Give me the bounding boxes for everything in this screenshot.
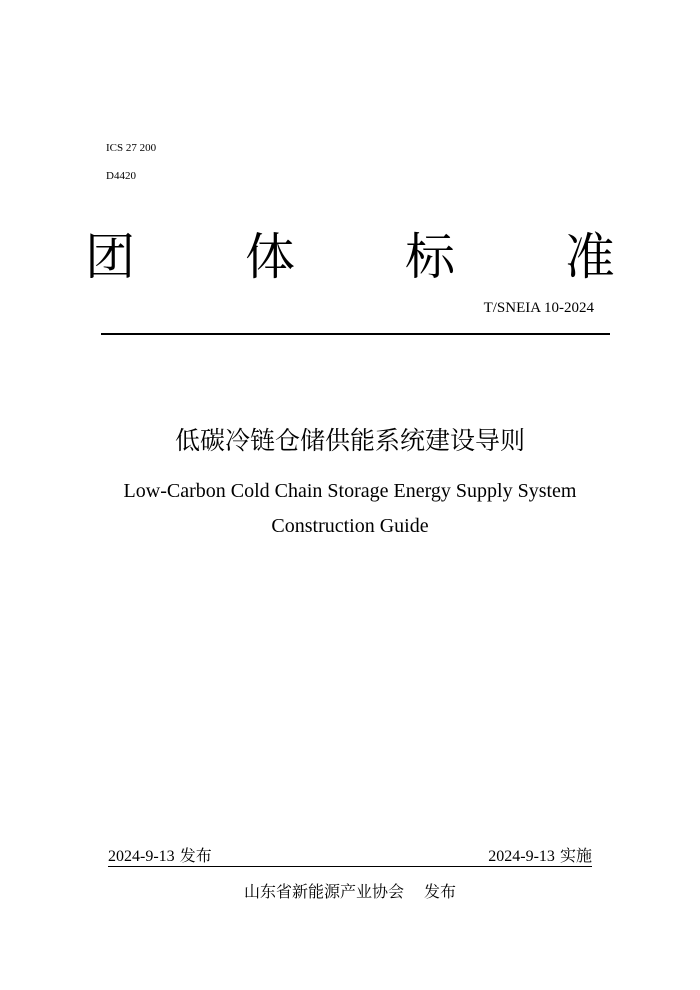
implement-date: 2024-9-13 (488, 848, 555, 865)
implement-label: 实施 (559, 846, 592, 865)
title-english-line-2: Construction Guide (271, 515, 429, 537)
implement-date-group (488, 843, 592, 866)
publish-date-group (108, 843, 212, 866)
title-english-line-1: Low-Carbon Cold Chain Storage Energy Supply System (123, 480, 577, 502)
publish-date: 2024-9-13 (108, 848, 175, 865)
date-bar (108, 846, 592, 867)
standard-number: T/SNEIA 10-2024 (483, 300, 594, 316)
ics-code: ICS 27 200 (106, 142, 157, 154)
header-divider (101, 333, 610, 335)
document-type-banner: 团 体 标 准 (85, 228, 662, 286)
publisher-name: 山东省新能源产业协会 (243, 882, 404, 901)
title-chinese: 低碳冷链仓储供能系统建设导则 (174, 426, 525, 455)
publisher-label: 发布 (424, 882, 457, 901)
publisher-line (0, 879, 700, 902)
publish-label: 发布 (179, 846, 212, 865)
ccs-code: D4420 (106, 170, 136, 182)
